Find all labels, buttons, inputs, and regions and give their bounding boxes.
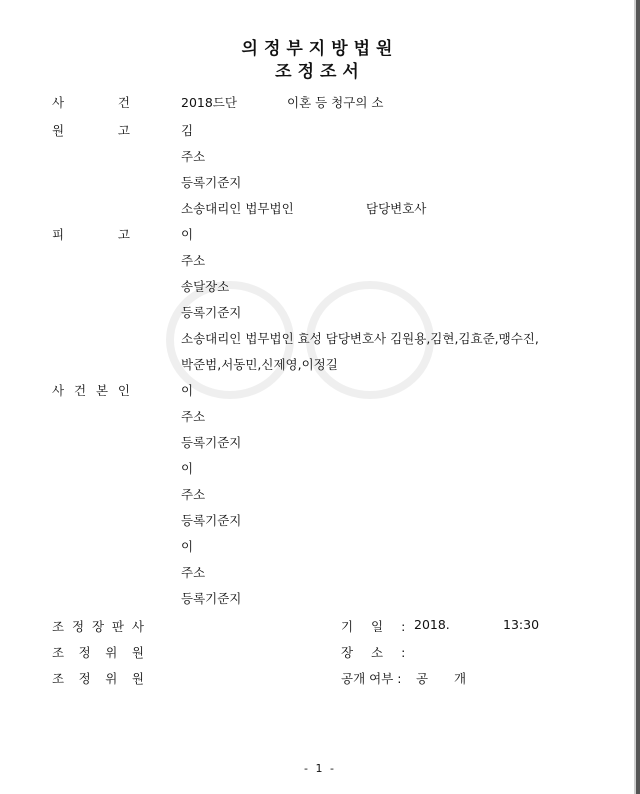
principal-1-registry-label: 등록기준지 (181, 435, 242, 450)
time-value: 13:30 (503, 617, 540, 632)
judge-label (52, 617, 144, 635)
case-label-char: 건 (117, 95, 130, 110)
defendant-registry-label: 등록기준지 (181, 305, 242, 320)
plaintiff-label (52, 121, 130, 139)
judge-label-char: 판 (111, 619, 124, 634)
plaintiff-counsel-label: 소송대리인 법무법인 (181, 201, 294, 216)
member2-label-char: 조 (52, 671, 65, 686)
judge-label-char: 조 (52, 619, 65, 634)
member1-label (52, 643, 144, 661)
doc-title: 조정조서 (275, 62, 365, 82)
principal-3-address-label: 주소 (181, 565, 206, 580)
principal-2-name: 이 (181, 461, 194, 476)
member1-label-char: 위 (105, 645, 118, 660)
plaintiff-label-char: 고 (117, 123, 130, 138)
principal-1-address-label: 주소 (181, 409, 206, 424)
principals-label-char: 본 (95, 383, 109, 398)
place-label: 장 소 : (341, 645, 406, 660)
member1-label-char: 정 (78, 645, 91, 660)
member1-label-char: 조 (52, 645, 65, 660)
public-value: 공 개 (416, 671, 467, 686)
plaintiff-address-label: 주소 (181, 149, 206, 164)
defendant-label (52, 225, 130, 243)
defendant-label-char: 피 (52, 227, 65, 242)
principal-3-name: 이 (181, 539, 194, 554)
defendant-counsel-line1: 소송대리인 법무법인 효성 담당변호사 김원용,김현,김효준,맹수진, (181, 331, 539, 346)
plaintiff-name: 김 (181, 123, 194, 138)
public-label: 공개 여부 : (341, 671, 402, 686)
principals-label (52, 381, 130, 399)
defendant-address-label: 주소 (181, 253, 206, 268)
principal-3-registry-label: 등록기준지 (181, 591, 242, 606)
case-label-char: 사 (52, 95, 65, 110)
defendant-name: 이 (181, 227, 194, 242)
case-label (52, 93, 130, 111)
plaintiff-label-char: 원 (52, 123, 65, 138)
date-label: 기 일 : (341, 619, 406, 634)
principals-label-char: 건 (73, 383, 87, 398)
judge-label-char: 정 (71, 619, 85, 634)
member2-label-char: 정 (78, 671, 91, 686)
member1-label-char: 원 (131, 645, 144, 660)
case-name: 이혼 등 청구의 소 (287, 95, 384, 110)
member2-label (52, 669, 144, 687)
court-name: 의정부지방법원 (241, 39, 399, 59)
judge-label-char: 장 (91, 619, 105, 634)
principal-1-name: 이 (181, 383, 194, 398)
plaintiff-registry-label: 등록기준지 (181, 175, 242, 190)
defendant-label-char: 고 (117, 227, 130, 242)
principals-label-char: 인 (117, 383, 130, 398)
member2-label-char: 원 (131, 671, 144, 686)
principal-2-registry-label: 등록기준지 (181, 513, 242, 528)
case-number: 2018드단 (181, 95, 237, 110)
page-number: - 1 - (304, 762, 336, 775)
viewer-edge (636, 0, 640, 794)
plaintiff-attorney-label: 담당변호사 (366, 201, 427, 216)
judge-label-char: 사 (131, 619, 144, 634)
principals-label-char: 사 (52, 383, 65, 398)
defendant-delivery-label: 송달장소 (181, 279, 230, 294)
date-value: 2018. (414, 617, 450, 632)
defendant-counsel-line2: 박준범,서동민,신제영,이정길 (181, 357, 338, 372)
member2-label-char: 위 (105, 671, 118, 686)
principal-2-address-label: 주소 (181, 487, 206, 502)
